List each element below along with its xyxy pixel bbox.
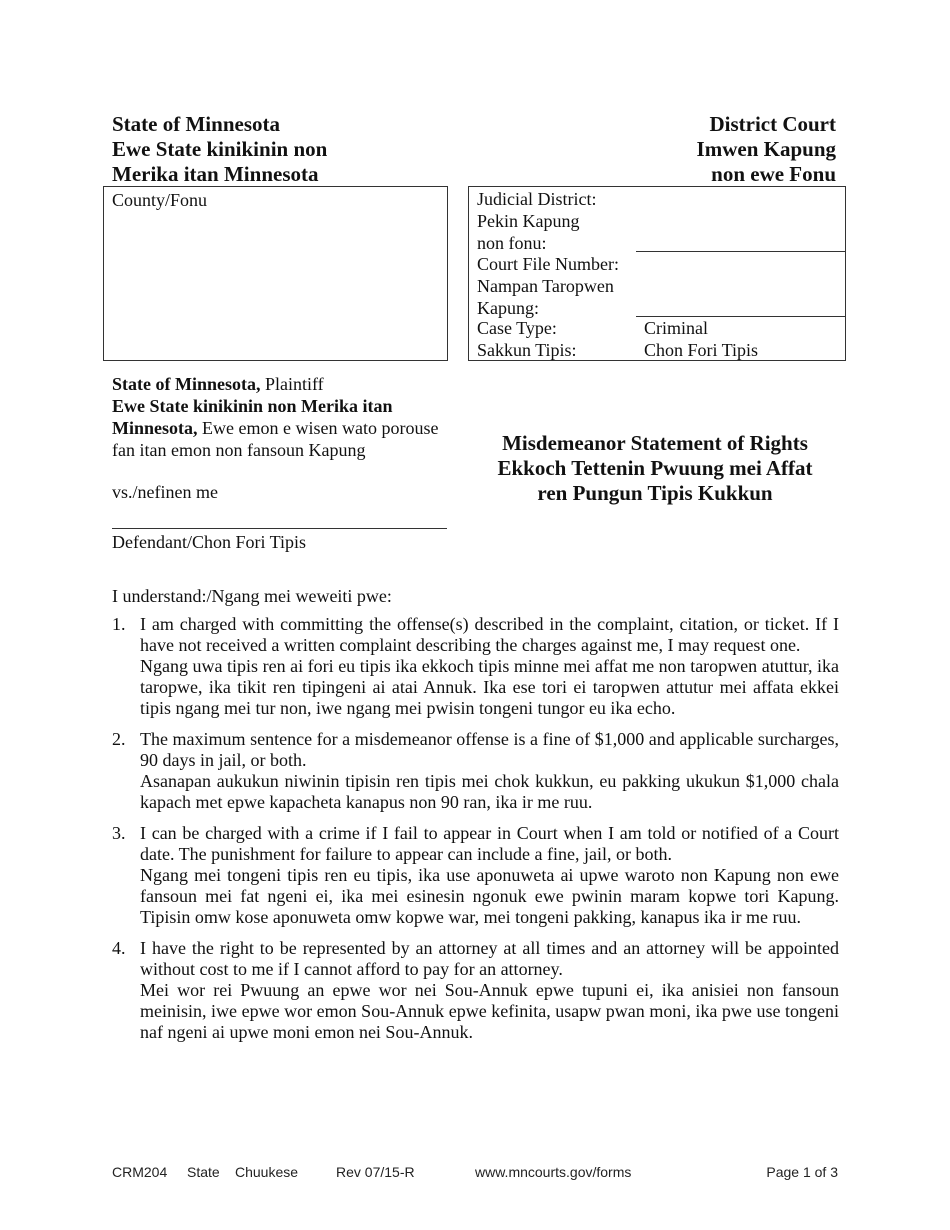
defendant-label: Defendant/Chon Fori Tipis — [112, 532, 307, 552]
item-number: 3. — [112, 823, 126, 843]
value-line: Chon Fori Tipis — [644, 340, 759, 360]
label-line: non fonu: — [477, 233, 547, 253]
label-line: Pekin Kapung — [477, 211, 580, 231]
header-right-line: Imwen Kapung — [696, 137, 836, 161]
header-left — [112, 112, 327, 187]
case-type-value — [644, 317, 758, 361]
list-item — [112, 938, 839, 1043]
plaintiff-block — [112, 373, 457, 461]
footer-revision: Rev 07/15-R — [336, 1164, 415, 1180]
footer-url[interactable]: www.mncourts.gov/forms — [475, 1164, 632, 1180]
versus-label: vs./nefinen me — [112, 482, 218, 502]
county-label: County/Fonu — [112, 190, 208, 210]
title-line: Ekkoch Tettenin Pwuung mei Affat — [497, 456, 813, 480]
label-line: Court File Number: — [477, 254, 619, 274]
header-left-line: Ewe State kinikinin non — [112, 137, 328, 161]
item-number: 2. — [112, 729, 126, 749]
plaintiff-line — [112, 395, 457, 461]
case-type-label — [477, 317, 577, 361]
document-title — [468, 431, 842, 506]
label-line: Sakkun Tipis: — [477, 340, 577, 360]
title-line: ren Pungun Tipis Kukkun — [537, 481, 773, 505]
defendant-name-line[interactable] — [112, 528, 447, 529]
item-number: 1. — [112, 614, 126, 634]
item-number: 4. — [112, 938, 126, 958]
label-line: Judicial District: — [477, 189, 597, 209]
list-item — [112, 614, 839, 719]
value-line: Criminal — [644, 318, 708, 338]
label-line: Kapung: — [477, 298, 539, 318]
court-file-number-label — [477, 253, 619, 319]
judicial-district-label — [477, 188, 596, 254]
header-left-line: State of Minnesota — [112, 112, 280, 136]
item-text-english: I have the right to be represented by an attorney at all times and an attorney will be appointed without cost to me if I cannot afford to pay for an attorney. — [140, 938, 839, 979]
judicial-district-underline — [636, 251, 845, 252]
item-text-chuukese: Ngang mei tongeni tipis ren eu tipis, ika use aponuweta ai upwe waroto non Kapung non ewe fansoun mei fat ngeni ei, ika mei esinesin ngonuk ewe pwinin maram kopwe tori Kapung. Tipisin omw kose aponuweta omw kopwe war, mei tongeni pakking, kanapus ika ir me ruu. — [140, 865, 839, 927]
rights-list — [112, 614, 839, 1053]
header-right-line: District Court — [709, 112, 836, 136]
list-item — [112, 729, 839, 813]
header-right-line: non ewe Fonu — [711, 162, 836, 186]
footer-form-id: CRM204 — [112, 1164, 168, 1180]
plaintiff-name: State of Minnesota, — [112, 374, 261, 394]
item-text-english: The maximum sentence for a misdemeanor offense is a fine of $1,000 and applicable surcharges, 90 days in jail, or both. — [140, 729, 839, 770]
item-text-chuukese: Ngang uwa tipis ren ai fori eu tipis ika ekkoch tipis minne mei affat me non taropwen atuttur, ika taropwe, ika tikit ren tipingeni ai atai Annuk. Ika ese tori ei taropwen attutur mei affata ekkei tipis ngang mei tur non, iwe ngang mei pwisin tongeni tungor eu ika echo. — [140, 656, 839, 718]
item-text-chuukese: Asanapan aukukun niwinin tipisin ren tipis mei chok kukkun, eu pakking ukukun $1,000 chala kapach met epwe kapacheta kanapus non 90 ran, ika ir me ruu. — [140, 771, 839, 812]
case-info-box — [468, 186, 846, 361]
plaintiff-role: Plaintiff — [260, 374, 324, 394]
item-text-chuukese: Mei wor rei Pwuung an epwe wor nei Sou-Annuk epwe tupuni ei, ika anisiei non fansoun meinisin, iwe epwe wor emon Sou-Annuk epwe kefinita, usapw pwan moni, ika pwe use tongeni naf ngeni ai upwe moni emon nei Sou-Annuk. — [140, 980, 839, 1042]
label-line: Nampan Taropwen — [477, 276, 614, 296]
list-item — [112, 823, 839, 928]
header-left-line: Merika itan Minnesota — [112, 162, 319, 186]
footer-page-number: Page 1 of 3 — [766, 1164, 838, 1180]
plaintiff-role-chk: Ewe emon e wisen wato porouse fan itan emon non fansoun Kapung — [112, 418, 439, 460]
title-line: Misdemeanor Statement of Rights — [502, 431, 808, 455]
footer-language: Chuukese — [235, 1164, 299, 1180]
header-right — [697, 112, 836, 187]
label-line: Case Type: — [477, 318, 557, 338]
footer-state: State — [187, 1164, 220, 1180]
plaintiff-name-chk: Ewe State kinikinin non Merika itan Minnesota, — [112, 396, 393, 438]
intro-text: I understand:/Ngang mei weweiti pwe: — [112, 586, 392, 606]
plaintiff-line — [112, 373, 457, 395]
item-text-english: I am charged with committing the offense(s) described in the complaint, citation, or ticket. If I have not received a written complaint describing the charges against me, I may request one. — [140, 614, 839, 655]
item-text-english: I can be charged with a crime if I fail to appear in Court when I am told or notified of a Court date. The punishment for failure to appear can include a fine, jail, or both. — [140, 823, 839, 864]
county-field-box[interactable] — [103, 186, 448, 361]
